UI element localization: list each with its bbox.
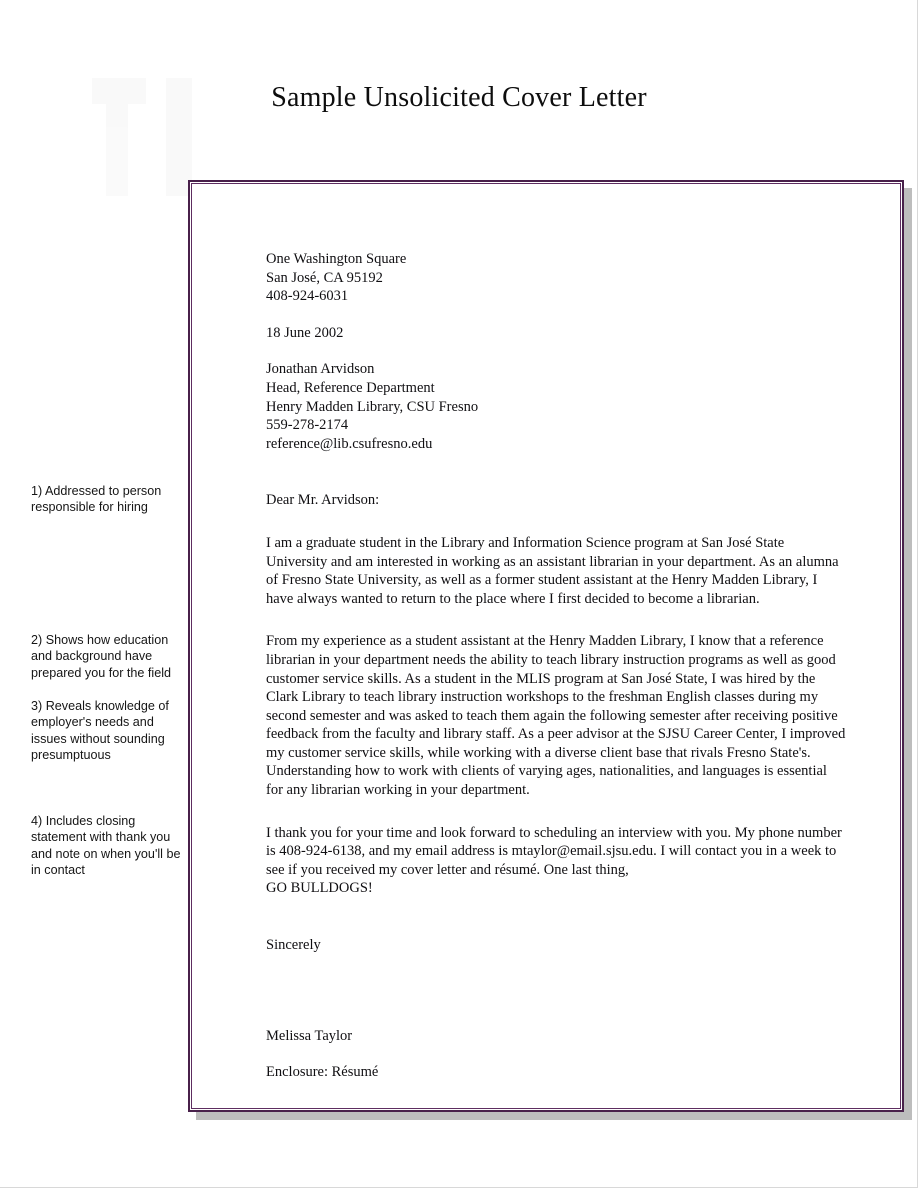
margin-annotations xyxy=(0,0,188,1188)
enclosure-note: Enclosure: Résumé xyxy=(266,1064,379,1081)
sender-address-block xyxy=(266,250,846,306)
recipient-line: Jonathan Arvidson xyxy=(266,361,375,378)
body-paragraph-2: From my experience as a student assistant at the Henry Madden Library, I know that a reference librarian in your department needs the ability to teach library instruction programs as well as good customer service skills. As a student in the MLIS program at San José State, I was hired by the Clark Library to teach library instruction workshops to the freshman English classes during my second semester and was asked to teach them again the following semester after receiving positive feedback from the faculty and library staff. As a peer advisor at the SJSU Career Center, I improved my customer service skills, while working with a diverse client base that rivals Fresno State's. Understanding how to work with clients of varying ages, nationalities, and languages is essential for any librarian working in your department. xyxy=(266,633,846,799)
salutation: Dear Mr. Arvidson: xyxy=(266,492,380,509)
recipient-line: Head, Reference Department xyxy=(266,379,435,396)
annotation-4: 4) Includes closing statement with thank you and note on when you'll be in contact xyxy=(31,814,181,878)
recipient-line: Henry Madden Library, CSU Fresno xyxy=(266,398,479,415)
annotation-1: 1) Addressed to person responsible for hiring xyxy=(31,484,162,515)
body-paragraph-1: I am a graduate student in the Library and Information Science program at San José State University and am interested in working as an assistant librarian in your department. As an alumna of Fresno State University, as well as a former student assistant at the Henry Madden Library, I have always wanted to return to the place where I first decided to become a librarian. xyxy=(266,534,839,607)
recipient-line: 559-278-2174 xyxy=(266,417,349,434)
page-title: Sample Unsolicited Cover Letter xyxy=(271,82,647,113)
letter-content xyxy=(266,250,846,1082)
letter-date: 18 June 2002 xyxy=(266,324,344,341)
letter-sheet xyxy=(188,180,904,1112)
annotation-3: 3) Reveals knowledge of employer's needs and issues without sounding presumptuous xyxy=(31,699,169,763)
body-paragraph-3: I thank you for your time and look forward to scheduling an interview with you. My phone number is 408-924-6138, and my email address is mtaylor@email.sjsu.edu. I will contact you in a week to see if you received my cover letter and résumé. One last thing, xyxy=(266,824,842,878)
signature-name: Melissa Taylor xyxy=(266,1027,353,1044)
body-paragraph-3-closing: GO BULLDOGS! xyxy=(266,880,373,897)
sender-address-line: San José, CA 95192 xyxy=(266,269,383,286)
sender-address-line: One Washington Square xyxy=(266,251,407,267)
closing-salutation: Sincerely xyxy=(266,937,321,954)
annotation-2: 2) Shows how education and background have prepared you for the field xyxy=(31,633,172,680)
recipient-address-block xyxy=(266,360,846,453)
recipient-email: reference@lib.csufresno.edu xyxy=(266,435,433,452)
sender-address-line: 408-924-6031 xyxy=(266,288,349,305)
